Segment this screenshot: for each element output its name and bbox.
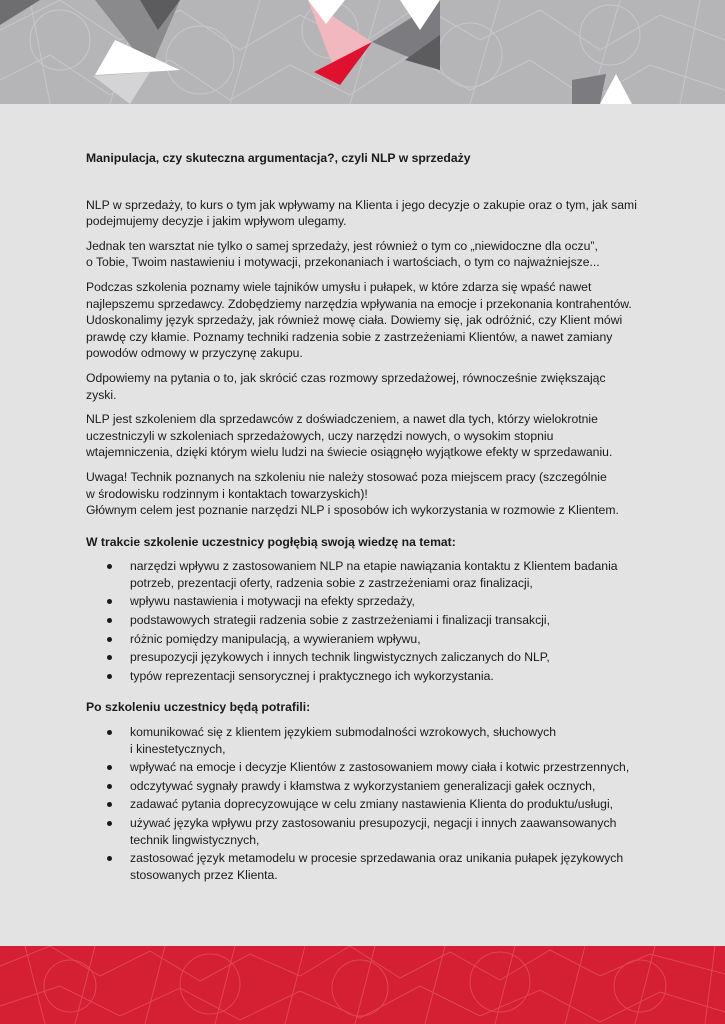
text-line: Uwaga! Technik poznanych na szkoleniu nie należy stosować poza miejscem pracy (szczególnie (86, 469, 607, 484)
text-line: i kinestetycznych, (130, 741, 226, 756)
intro-paragraph-5 (86, 411, 646, 461)
text-line: uczestniczyli w szkoleniach sprzedażowych, uczy narzędzi nowych, o wysokim stopniu (86, 428, 554, 443)
text-line: podejmujemy decyzje i jakim wpływom ulegamy. (86, 214, 347, 229)
list-item (86, 649, 646, 666)
text-line: różnic pomiędzy manipulacją, a wywieraniem wpływu, (130, 631, 421, 646)
intro-paragraph-3 (86, 279, 646, 362)
text-line: potrzeb, prezentacji oferty, radzenia sobie z zastrzeżeniami oraz finalizacji, (130, 575, 533, 590)
text-line: używać języka wpływu przy zastosowaniu presupozycji, negacji i innych zaawansowanych (130, 816, 617, 830)
document-body (86, 150, 646, 885)
text-line: o Tobie, Twoim nastawieniu i motywacji, przekonaniach i wartościach, o tym co najważniejsze... (86, 255, 600, 270)
text-line: typów reprezentacji sensorycznej i praktycznego ich wykorzystania. (130, 668, 494, 683)
list-item (86, 778, 646, 795)
text-line: Głównym celem jest poznanie narzędzi NLP i sposobów ich wykorzystania w rozmowie z Klientem. (86, 503, 619, 518)
list-item (86, 631, 646, 648)
text-line: wpływać na emocje i decyzje Klientów z zastosowaniem mowy ciała i kotwic przestrzennych, (130, 760, 630, 775)
list-item (86, 815, 646, 848)
text-line: odczytywać sygnały prawdy i kłamstwa z wykorzystaniem generalizacji gałek ocznych, (130, 778, 596, 793)
list-item (86, 593, 646, 610)
text-line: Odpowiemy na pytania o to, jak skrócić czas rozmowy sprzedażowej, równocześnie zwiększając (86, 370, 606, 385)
section-heading-topics: W trakcie szkolenie uczestnicy pogłębią swoją wiedzę na temat: (86, 534, 456, 549)
text-line: powodów odmowy w przyczynę zakupu. (86, 346, 303, 361)
text-line: komunikować się z klientem językiem submodalności wzrokowych, słuchowych (130, 725, 557, 740)
text-line: w środowisku rodzinnym i kontaktach towarzyskich)! (86, 486, 368, 501)
list-item (86, 612, 646, 629)
text-line: wtajemniczenia, dzięki którym wielu ludzi na świecie osiągnęło wyjątkowe efekty w sprzedawaniu. (86, 445, 613, 460)
header-decorative-band (0, 0, 725, 104)
text-line: NLP w sprzedaży, to kurs o tym jak wpływamy na Klienta i jego decyzje o zakupie oraz o tym, jak sami (86, 197, 637, 212)
list-item (86, 759, 646, 776)
footer-geometric-pattern (0, 946, 725, 1024)
section-heading-skills: Po szkoleniu uczestnicy będą potrafili: (86, 700, 311, 715)
list-item (86, 558, 646, 591)
intro-paragraph-2 (86, 238, 646, 271)
list-item (86, 796, 646, 813)
text-line: presupozycji językowych i innych technik lingwistycznych zaliczanych do NLP, (130, 650, 550, 665)
intro-paragraph-1 (86, 197, 646, 230)
header-geometric-pattern (0, 0, 725, 104)
text-line: Udoskonalimy język sprzedaży, jak również mowę ciała. Dowiemy się, jak odróżnić, czy Klient mówi (86, 313, 623, 328)
text-line: podstawowych strategii radzenia sobie z zastrzeżeniami i finalizacji transakcji, (130, 613, 550, 628)
text-line: zastosować język metamodelu w procesie sprzedawania oraz unikania pułapek językowych (130, 851, 624, 866)
text-line: Podczas szkolenia poznamy wiele tajników umysłu i pułapek, w które zdarza się wpaść nawet (86, 279, 592, 294)
list-item (86, 668, 646, 685)
list-item (86, 850, 646, 883)
document-title: Manipulacja, czy skuteczna argumentacja?, czyli NLP w sprzedaży (86, 151, 471, 165)
intro-paragraph-4 (86, 370, 646, 403)
intro-paragraph-6 (86, 469, 646, 519)
text-line: NLP jest szkoleniem dla sprzedawców z doświadczeniem, a nawet dla tych, którzy wielokrotnie (86, 412, 598, 427)
text-line: Jednak ten warsztat nie tylko o samej sprzedaży, jest również o tym co „niewidoczne dla oczu”, (86, 238, 598, 253)
text-line: stosowanych przez Klienta. (130, 867, 278, 882)
text-line: prawdę czy kłamie. Poznamy techniki radzenia sobie z zastrzeżeniami Klientów, a nawet zamiany (86, 329, 613, 344)
topics-list (86, 558, 646, 684)
list-item (86, 724, 646, 757)
skills-list (86, 724, 646, 883)
text-line: wpływu nastawienia i motywacji na efekty sprzedaży, (130, 594, 415, 609)
text-line: zadawać pytania doprecyzowujące w celu zmiany nastawienia Klienta do produktu/usługi, (130, 797, 614, 812)
text-line: zyski. (86, 387, 117, 402)
text-line: najlepszemu sprzedawcy. Zdobędziemy narzędzia wpływania na emocje i przekonania kontrahentów. (86, 296, 632, 311)
footer-decorative-band (0, 946, 725, 1024)
text-line: narzędzi wpływu z zastosowaniem NLP na etapie nawiązania kontaktu z Klientem badania (130, 559, 618, 574)
text-line: technik lingwistycznych, (130, 832, 260, 847)
